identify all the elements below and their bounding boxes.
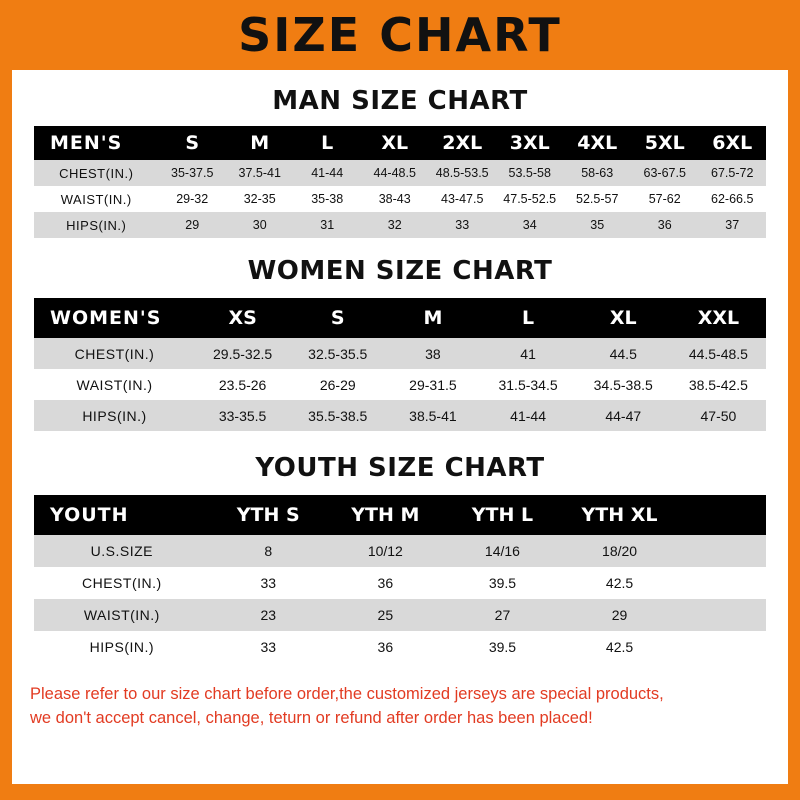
youth-chest-xl: 42.5 xyxy=(605,575,634,591)
youth-row-ussize-label: U.S.SIZE xyxy=(90,543,154,559)
women-waist-xs: 23.5-26 xyxy=(218,376,267,393)
men-size-m: M xyxy=(250,132,270,154)
men-size-l: L xyxy=(321,132,334,154)
youth-chest-m: 36 xyxy=(377,575,394,591)
youth-chest-l: 39.5 xyxy=(488,575,517,591)
women-size-l: L xyxy=(522,307,535,329)
page-banner xyxy=(0,0,800,70)
women-section-title: WOMEN SIZE CHART xyxy=(247,256,553,286)
men-chest-3xl: 53.5-58 xyxy=(508,166,551,180)
men-hips-3xl: 34 xyxy=(522,218,537,232)
men-row-hips xyxy=(34,212,766,238)
women-size-xl: XL xyxy=(609,307,637,329)
men-size-5xl: 5XL xyxy=(644,132,685,154)
youth-size-l: YTH L xyxy=(471,504,534,526)
youth-row-hips xyxy=(34,631,766,663)
women-hips-xs: 33-35.5 xyxy=(218,407,267,424)
page-title: SIZE CHART xyxy=(238,8,562,62)
order-notice-line-2: we don't accept cancel, change, teturn or refund after order has been placed! xyxy=(30,708,593,727)
youth-hips-m: 36 xyxy=(377,639,394,655)
men-size-3xl: 3XL xyxy=(509,132,550,154)
women-row-hips-label: HIPS(IN.) xyxy=(82,407,147,424)
youth-ussize-l: 14/16 xyxy=(484,543,520,559)
men-waist-6xl: 62-66.5 xyxy=(711,192,754,206)
men-chest-s: 35-37.5 xyxy=(171,166,214,180)
women-chest-l: 41 xyxy=(520,345,536,362)
youth-size-xl: YTH XL xyxy=(581,504,658,526)
men-chest-4xl: 58-63 xyxy=(581,166,614,180)
men-chest-2xl: 48.5-53.5 xyxy=(435,166,489,180)
youth-row-waist xyxy=(34,599,766,631)
men-size-s: S xyxy=(185,132,200,154)
women-size-table xyxy=(34,298,766,431)
men-chest-m: 37.5-41 xyxy=(238,166,281,180)
youth-section-title: YOUTH SIZE CHART xyxy=(255,453,545,483)
youth-section xyxy=(12,453,788,663)
men-size-table xyxy=(34,126,766,238)
youth-waist-s: 23 xyxy=(260,607,277,623)
youth-hips-xl: 42.5 xyxy=(605,639,634,655)
women-hips-m: 38.5-41 xyxy=(409,407,457,424)
youth-waist-l: 27 xyxy=(494,607,511,623)
women-chest-xs: 29.5-32.5 xyxy=(213,345,273,362)
youth-row-chest-label: CHEST(IN.) xyxy=(82,575,162,591)
men-waist-3xl: 47.5-52.5 xyxy=(503,192,557,206)
men-waist-4xl: 52.5-57 xyxy=(576,192,619,206)
youth-header-spacer xyxy=(678,495,766,535)
men-size-4xl: 4XL xyxy=(577,132,618,154)
women-section xyxy=(12,256,788,431)
men-hips-4xl: 35 xyxy=(590,218,605,232)
men-row-chest xyxy=(34,160,766,186)
youth-size-s: YTH S xyxy=(236,504,300,526)
youth-row-chest xyxy=(34,567,766,599)
youth-ussize-spacer xyxy=(678,535,766,567)
women-chest-xxl: 44.5-48.5 xyxy=(688,345,748,362)
men-hips-2xl: 33 xyxy=(455,218,470,232)
youth-size-table xyxy=(34,495,766,663)
women-table-header-row xyxy=(34,298,766,338)
women-hips-xl: 44-47 xyxy=(605,407,642,424)
men-hips-5xl: 36 xyxy=(657,218,672,232)
youth-row-hips-label: HIPS(IN.) xyxy=(89,639,155,655)
women-size-xs: XS xyxy=(228,307,257,329)
women-waist-xxl: 38.5-42.5 xyxy=(688,376,748,393)
order-notice xyxy=(12,683,788,731)
women-waist-m: 29-31.5 xyxy=(409,376,457,393)
men-waist-l: 35-38 xyxy=(311,192,344,206)
men-waist-2xl: 43-47.5 xyxy=(441,192,484,206)
men-hips-xl: 32 xyxy=(387,218,402,232)
men-chest-5xl: 63-67.5 xyxy=(643,166,686,180)
men-section-title: MAN SIZE CHART xyxy=(272,86,528,116)
youth-table-header-row xyxy=(34,495,766,535)
men-row-chest-label: CHEST(IN.) xyxy=(59,165,134,181)
women-size-m: M xyxy=(423,307,443,329)
men-size-6xl: 6XL xyxy=(712,132,753,154)
women-waist-s: 26-29 xyxy=(319,376,356,393)
youth-waist-m: 25 xyxy=(377,607,394,623)
women-chest-s: 32.5-35.5 xyxy=(308,345,368,362)
women-row-waist-label: WAIST(IN.) xyxy=(76,376,153,393)
men-table-header-row xyxy=(34,126,766,160)
youth-size-m: YTH M xyxy=(351,504,420,526)
men-size-xl: XL xyxy=(381,132,409,154)
women-waist-l: 31.5-34.5 xyxy=(498,376,558,393)
order-notice-line-1: Please refer to our size chart before order,the customized jerseys are special products, xyxy=(30,685,664,703)
youth-hips-s: 33 xyxy=(260,639,277,655)
youth-ussize-m: 10/12 xyxy=(367,543,403,559)
youth-waist-xl: 29 xyxy=(611,607,628,623)
women-size-xxl: XXL xyxy=(697,307,740,329)
women-header-label: WOMEN'S xyxy=(50,307,162,329)
men-waist-m: 32-35 xyxy=(243,192,276,206)
men-row-waist-label: WAIST(IN.) xyxy=(60,191,132,207)
youth-hips-spacer xyxy=(678,631,766,663)
women-waist-xl: 34.5-38.5 xyxy=(593,376,653,393)
men-waist-s: 29-32 xyxy=(176,192,209,206)
men-chest-xl: 44-48.5 xyxy=(373,166,416,180)
men-row-waist xyxy=(34,186,766,212)
men-waist-xl: 38-43 xyxy=(378,192,411,206)
youth-waist-spacer xyxy=(678,599,766,631)
youth-header-label: YOUTH xyxy=(50,504,129,526)
men-hips-6xl: 37 xyxy=(725,218,740,232)
youth-ussize-s: 8 xyxy=(264,543,273,559)
women-row-chest-label: CHEST(IN.) xyxy=(74,345,155,362)
women-row-chest xyxy=(34,338,766,369)
men-hips-s: 29 xyxy=(185,218,200,232)
men-size-2xl: 2XL xyxy=(442,132,483,154)
men-section xyxy=(12,86,788,238)
youth-chest-spacer xyxy=(678,567,766,599)
men-row-hips-label: HIPS(IN.) xyxy=(66,217,127,233)
women-hips-l: 41-44 xyxy=(510,407,546,424)
youth-ussize-xl: 18/20 xyxy=(602,543,638,559)
women-chest-xl: 44.5 xyxy=(609,345,637,362)
women-hips-xxl: 47-50 xyxy=(700,407,737,424)
youth-row-ussize xyxy=(34,535,766,567)
youth-hips-l: 39.5 xyxy=(488,639,517,655)
women-chest-m: 38 xyxy=(425,345,441,362)
women-row-waist xyxy=(34,369,766,400)
men-header-label: MEN'S xyxy=(50,132,123,154)
women-row-hips xyxy=(34,400,766,431)
women-size-s: S xyxy=(330,307,345,329)
youth-chest-s: 33 xyxy=(260,575,277,591)
men-waist-5xl: 57-62 xyxy=(648,192,681,206)
bottom-accent-strip xyxy=(0,784,800,800)
men-hips-l: 31 xyxy=(320,218,335,232)
men-chest-l: 41-44 xyxy=(311,166,344,180)
men-hips-m: 30 xyxy=(252,218,267,232)
women-hips-s: 35.5-38.5 xyxy=(308,407,368,424)
youth-row-waist-label: WAIST(IN.) xyxy=(83,607,160,623)
men-chest-6xl: 67.5-72 xyxy=(711,166,754,180)
